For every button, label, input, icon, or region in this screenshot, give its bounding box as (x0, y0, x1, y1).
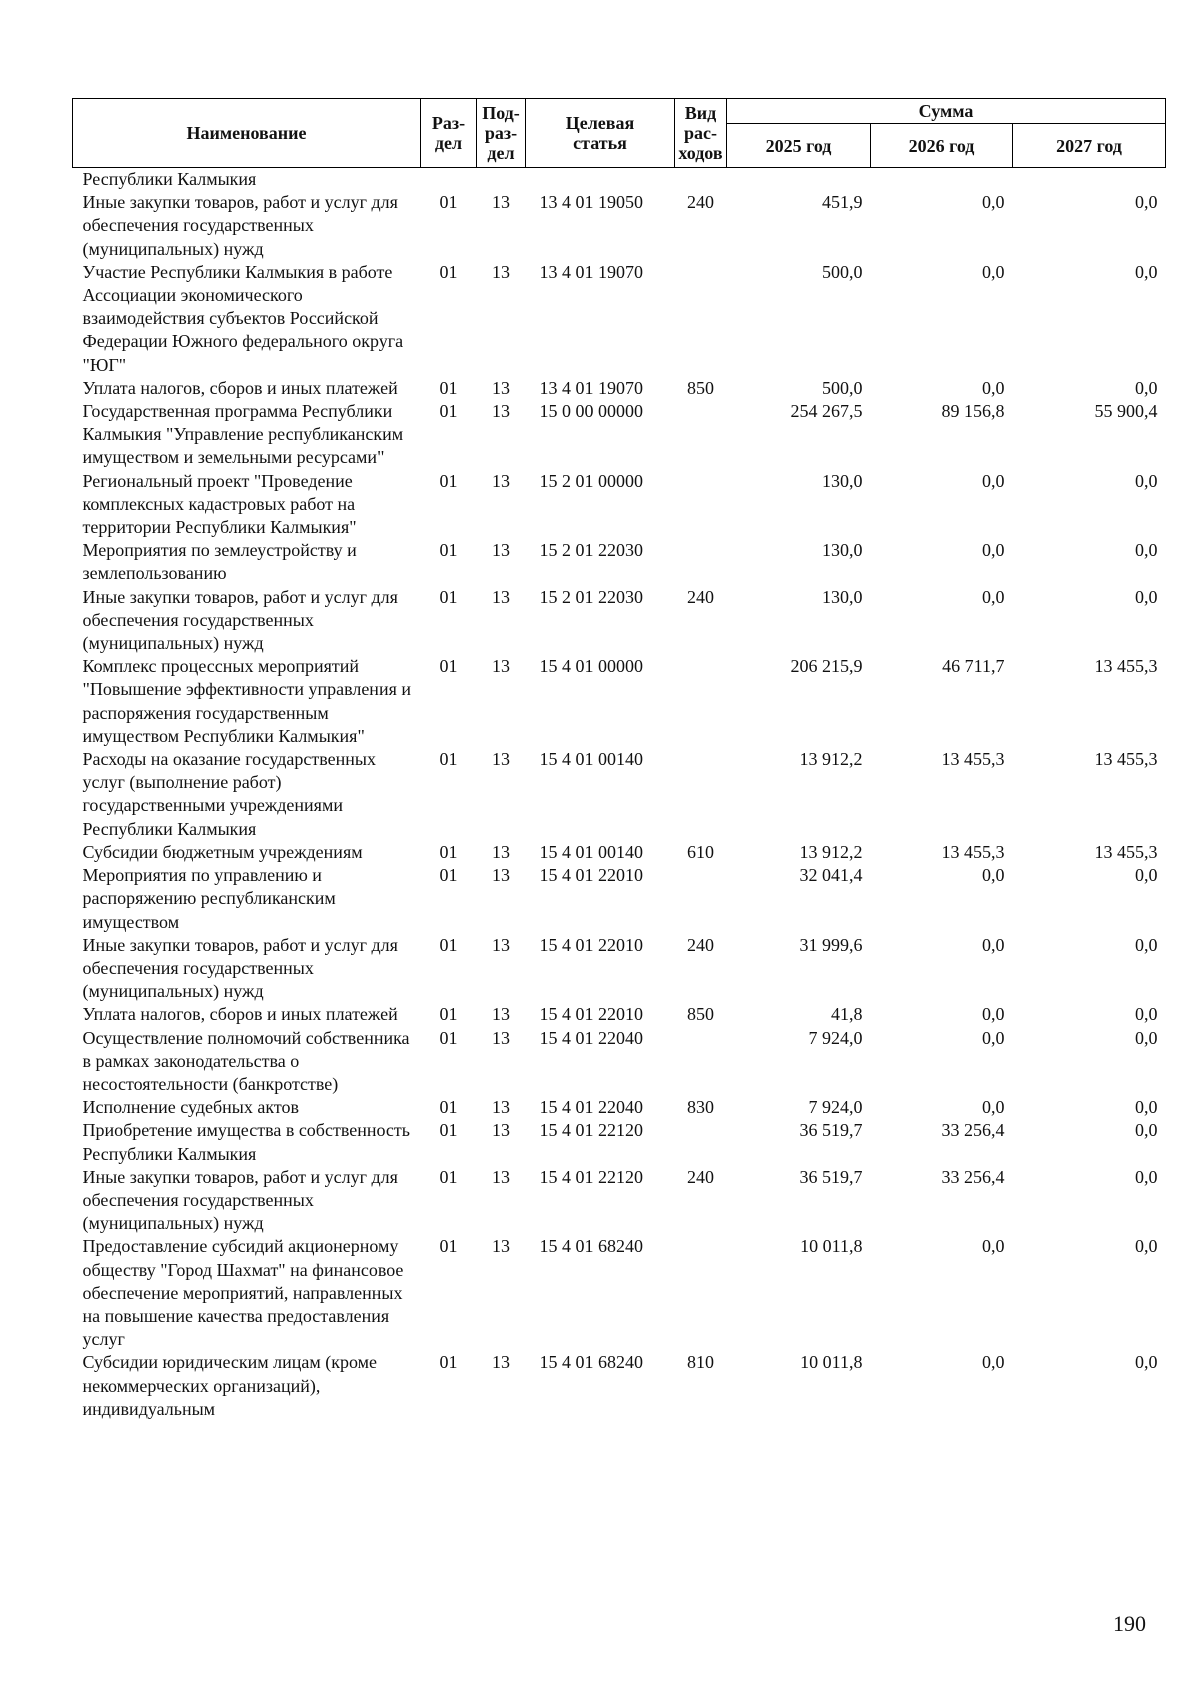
cell-2025: 7 924,0 (808, 1097, 863, 1118)
cell-2026: 0,0 (982, 934, 1005, 955)
cell-vid: 850 (687, 377, 714, 398)
cell-celevaya: 15 4 01 22010 (539, 865, 643, 886)
cell-2027: 0,0 (1135, 1120, 1158, 1141)
table-row (73, 1166, 1166, 1236)
cell-podrazdel: 13 (492, 1004, 510, 1025)
cell-razdel: 01 (439, 1166, 458, 1187)
cell-razdel: 01 (439, 1004, 458, 1025)
table-body (73, 168, 1166, 1421)
cell-2025: 13 912,2 (799, 749, 863, 770)
table-row (73, 1096, 1166, 1119)
table-row (73, 1235, 1166, 1351)
table-row (73, 748, 1166, 841)
cell-name: Расходы на оказание государственных услуг (выполнение работ) государственными учреждениями Республики Калмыкия (82, 749, 376, 839)
cell-celevaya (526, 168, 675, 192)
cell-podrazdel: 13 (492, 586, 510, 607)
cell-razdel: 01 (439, 1097, 458, 1118)
cell-2027: 0,0 (1135, 865, 1158, 886)
cell-vid: 830 (687, 1097, 714, 1118)
cell-celevaya: 15 2 01 00000 (539, 470, 643, 491)
header-2027: 2027 год (1013, 124, 1166, 168)
cell-name: Приобретение имущества в собственность Республики Калмыкия (82, 1120, 410, 1164)
cell-2025: 206 215,9 (790, 656, 863, 677)
cell-vid (675, 168, 727, 192)
table-row (73, 261, 1166, 377)
budget-page (72, 98, 1165, 1421)
cell-2026: 0,0 (982, 586, 1005, 607)
cell-name: Осуществление полномочий собственника в рамках законодательства о несостоятельности (банкротстве) (82, 1027, 410, 1094)
cell-razdel: 01 (439, 401, 458, 422)
cell-vid: 610 (687, 841, 714, 862)
cell-vid (675, 400, 727, 470)
cell-razdel: 01 (439, 1352, 458, 1373)
table-row (73, 400, 1166, 470)
cell-podrazdel: 13 (492, 377, 510, 398)
cell-podrazdel: 13 (492, 1166, 510, 1187)
cell-2027: 0,0 (1135, 1027, 1158, 1048)
cell-2025 (727, 168, 871, 192)
cell-vid (675, 1119, 727, 1165)
cell-podrazdel: 13 (492, 656, 510, 677)
cell-2025: 254 267,5 (790, 401, 863, 422)
cell-2027: 0,0 (1135, 1004, 1158, 1025)
header-2025: 2025 год (727, 124, 871, 168)
cell-2027: 0,0 (1135, 377, 1158, 398)
cell-name: Мероприятия по землеустройству и землепользованию (82, 540, 357, 584)
cell-2025: 500,0 (822, 261, 863, 282)
cell-2026: 46 711,7 (942, 656, 1005, 677)
cell-name: Участие Республики Калмыкия в работе Ассоциации экономического взаимодействия субъектов Российской Федерации Южного федерального округа "ЮГ" (82, 261, 404, 375)
header-razdel: Раз- дел (421, 99, 477, 168)
cell-name: Предоставление субсидий акционерному обществу "Город Шахмат" на финансовое обеспечение мероприятий, направленных на повышение качества предоставления услуг (82, 1236, 404, 1350)
cell-2026: 0,0 (982, 1236, 1005, 1257)
cell-name: Исполнение судебных актов (82, 1097, 300, 1118)
cell-2027: 0,0 (1135, 934, 1158, 955)
cell-name: Государственная программа Республики Калмыкия "Управление республиканским имуществом и земельными ресурсами" (82, 401, 404, 468)
cell-celevaya: 15 0 00 00000 (539, 401, 643, 422)
cell-2026: 89 156,8 (941, 401, 1005, 422)
cell-vid (675, 539, 727, 585)
cell-2027: 0,0 (1135, 1166, 1158, 1187)
cell-razdel: 01 (439, 192, 458, 213)
table-row (73, 841, 1166, 864)
cell-2026: 0,0 (982, 192, 1005, 213)
cell-razdel: 01 (439, 470, 458, 491)
cell-razdel: 01 (439, 1027, 458, 1048)
cell-name: Мероприятия по управлению и распоряжению республиканским имуществом (82, 865, 336, 932)
cell-2027: 0,0 (1135, 192, 1158, 213)
table-row (73, 191, 1166, 261)
cell-2027: 13 455,3 (1094, 841, 1158, 862)
cell-2026: 0,0 (982, 261, 1005, 282)
cell-vid (675, 261, 727, 377)
cell-podrazdel: 13 (492, 192, 510, 213)
cell-podrazdel (477, 168, 526, 192)
cell-razdel: 01 (439, 865, 458, 886)
cell-podrazdel: 13 (492, 261, 510, 282)
cell-name: Уплата налогов, сборов и иных платежей (82, 377, 398, 398)
cell-vid: 850 (687, 1004, 714, 1025)
cell-2027: 0,0 (1135, 1097, 1158, 1118)
table-row (73, 586, 1166, 656)
cell-celevaya: 15 4 01 22010 (539, 1004, 643, 1025)
cell-razdel: 01 (439, 656, 458, 677)
cell-celevaya: 15 4 01 68240 (539, 1236, 643, 1257)
header-name: Наименование (73, 99, 421, 168)
cell-podrazdel: 13 (492, 1236, 510, 1257)
cell-name: Региональный проект "Проведение комплексных кадастровых работ на территории Республики Калмыкия" (82, 470, 357, 538)
cell-podrazdel: 13 (492, 749, 510, 770)
table-row (73, 377, 1166, 400)
cell-2026: 0,0 (982, 1004, 1005, 1025)
cell-razdel: 01 (439, 749, 458, 770)
cell-podrazdel: 13 (492, 540, 510, 561)
cell-2025: 130,0 (822, 586, 863, 607)
cell-2025: 10 011,8 (800, 1352, 863, 1373)
header-2026: 2026 год (871, 124, 1013, 168)
cell-vid (675, 1027, 727, 1097)
cell-2026: 13 455,3 (941, 841, 1005, 862)
cell-2027: 0,0 (1135, 1352, 1158, 1373)
cell-vid: 240 (687, 934, 714, 955)
cell-razdel: 01 (439, 1236, 458, 1257)
cell-celevaya: 13 4 01 19050 (539, 192, 643, 213)
cell-razdel: 01 (439, 934, 458, 955)
table-row (73, 1119, 1166, 1165)
cell-2027: 0,0 (1135, 470, 1158, 491)
header-summa: Сумма (727, 99, 1166, 124)
cell-2027: 55 900,4 (1094, 401, 1158, 422)
cell-podrazdel: 13 (492, 1120, 510, 1141)
cell-2026 (871, 168, 1013, 192)
cell-razdel: 01 (439, 377, 458, 398)
cell-2025: 130,0 (822, 470, 863, 491)
table-row (73, 1351, 1166, 1421)
table-row (73, 934, 1166, 1004)
cell-celevaya: 15 4 01 00000 (539, 656, 643, 677)
table-row (73, 470, 1166, 540)
page-number: 190 (1113, 1611, 1146, 1636)
cell-celevaya: 15 4 01 22040 (539, 1027, 643, 1048)
cell-vid: 240 (687, 586, 714, 607)
cell-razdel (421, 168, 477, 192)
cell-name: Республики Калмыкия (82, 169, 257, 189)
cell-podrazdel: 13 (492, 401, 510, 422)
cell-celevaya: 15 2 01 22030 (539, 540, 643, 561)
table-row (73, 655, 1166, 748)
cell-razdel: 01 (439, 586, 458, 607)
budget-table (72, 98, 1166, 1421)
cell-2025: 13 912,2 (799, 841, 863, 862)
cell-podrazdel: 13 (492, 865, 510, 886)
cell-2025: 130,0 (822, 540, 863, 561)
cell-2027: 13 455,3 (1094, 656, 1158, 677)
cell-2027: 0,0 (1135, 540, 1158, 561)
table-row (73, 864, 1166, 934)
cell-2025: 36 519,7 (799, 1120, 863, 1141)
cell-vid (675, 748, 727, 841)
cell-2025: 500,0 (822, 377, 863, 398)
cell-2026: 0,0 (982, 865, 1005, 886)
header-celevaya: Целевая статья (526, 99, 675, 168)
cell-vid (675, 470, 727, 540)
cell-name: Комплекс процессных мероприятий "Повышение эффективности управления и распоряжения государственным имуществом Республики Калмыкия" (82, 656, 411, 746)
cell-2026: 33 256,4 (941, 1166, 1005, 1187)
table-row (73, 168, 1166, 192)
cell-2026: 0,0 (982, 1352, 1005, 1373)
cell-name: Иные закупки товаров, работ и услуг для обеспечения государственных (муниципальных) нужд (82, 586, 398, 654)
cell-2025: 451,9 (822, 192, 863, 213)
cell-vid: 240 (687, 1166, 714, 1187)
cell-celevaya: 15 4 01 22010 (539, 934, 643, 955)
cell-podrazdel: 13 (492, 1027, 510, 1048)
cell-2026: 13 455,3 (941, 749, 1005, 770)
cell-2025: 41,8 (831, 1004, 863, 1025)
cell-2025: 31 999,6 (799, 934, 863, 955)
cell-name: Иные закупки товаров, работ и услуг для обеспечения государственных (муниципальных) нужд (82, 1166, 398, 1234)
cell-vid (675, 655, 727, 748)
cell-2027 (1013, 168, 1166, 192)
cell-podrazdel: 13 (492, 470, 510, 491)
cell-celevaya: 13 4 01 19070 (539, 261, 643, 282)
cell-name: Иные закупки товаров, работ и услуг для обеспечения государственных (муниципальных) нужд (82, 934, 398, 1002)
cell-2025: 32 041,4 (799, 865, 863, 886)
cell-name: Иные закупки товаров, работ и услуг для обеспечения государственных (муниципальных) нужд (82, 192, 398, 259)
cell-celevaya: 15 4 01 22120 (539, 1166, 643, 1187)
cell-celevaya: 15 4 01 22040 (539, 1097, 643, 1118)
header-podrazdel: Под- раз- дел (477, 99, 526, 168)
cell-2025: 36 519,7 (799, 1166, 863, 1187)
cell-2026: 0,0 (982, 1027, 1005, 1048)
cell-celevaya: 15 4 01 00140 (539, 749, 643, 770)
cell-razdel: 01 (439, 841, 458, 862)
cell-celevaya: 15 4 01 68240 (539, 1352, 643, 1373)
cell-celevaya: 15 2 01 22030 (539, 586, 643, 607)
cell-name: Субсидии юридическим лицам (кроме некоммерческих организаций), индивидуальным (82, 1352, 378, 1419)
cell-vid (675, 864, 727, 934)
cell-2025: 10 011,8 (800, 1236, 863, 1257)
cell-vid (675, 1235, 727, 1351)
cell-name: Уплата налогов, сборов и иных платежей (82, 1004, 398, 1025)
cell-2027: 13 455,3 (1094, 749, 1158, 770)
cell-vid: 810 (687, 1352, 714, 1373)
cell-celevaya: 15 4 01 22120 (539, 1120, 643, 1141)
cell-razdel: 01 (439, 1120, 458, 1141)
cell-2027: 0,0 (1135, 261, 1158, 282)
table-row (73, 1027, 1166, 1097)
header-vid: Вид рас- ходов (675, 99, 727, 168)
cell-celevaya: 15 4 01 00140 (539, 841, 643, 862)
cell-2026: 0,0 (982, 377, 1005, 398)
cell-2027: 0,0 (1135, 586, 1158, 607)
cell-vid: 240 (687, 192, 714, 213)
cell-razdel: 01 (439, 540, 458, 561)
cell-celevaya: 13 4 01 19070 (539, 377, 643, 398)
cell-podrazdel: 13 (492, 841, 510, 862)
table-row (73, 539, 1166, 585)
table-header (73, 99, 1166, 168)
cell-name: Субсидии бюджетным учреждениям (82, 841, 363, 862)
cell-2026: 0,0 (982, 540, 1005, 561)
cell-2026: 0,0 (982, 470, 1005, 491)
cell-podrazdel: 13 (492, 1097, 510, 1118)
table-row (73, 1003, 1166, 1026)
cell-podrazdel: 13 (492, 934, 510, 955)
cell-2026: 33 256,4 (941, 1120, 1005, 1141)
cell-razdel: 01 (439, 261, 458, 282)
cell-podrazdel: 13 (492, 1352, 510, 1373)
cell-2026: 0,0 (982, 1097, 1005, 1118)
cell-2025: 7 924,0 (808, 1027, 863, 1048)
cell-2027: 0,0 (1135, 1236, 1158, 1257)
